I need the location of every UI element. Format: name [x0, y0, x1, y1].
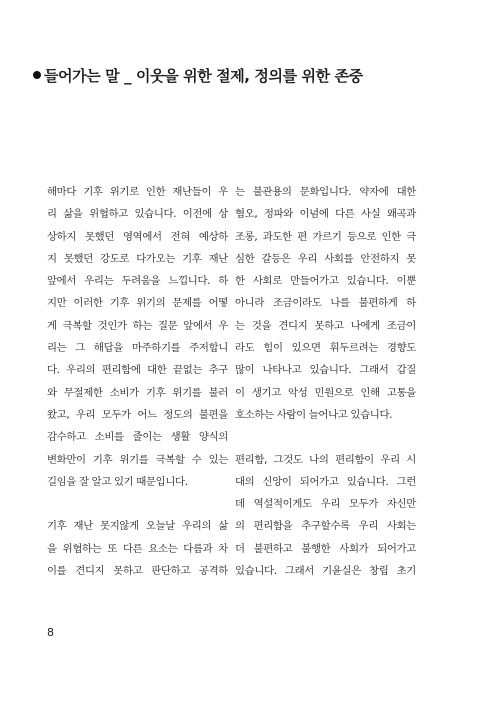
text-line: 한 사회로 만들어가고 있습니다. 이뿐 [235, 275, 416, 288]
text-line: 많이 나타나고 있습니다. 그래서 갑질 [235, 364, 416, 377]
right-column [235, 181, 416, 582]
text-line: 라도 힘이 있으면 휘두르려는 경향도 [235, 342, 416, 355]
text-line: 호소하는 사람이 늘어나고 있습니다. [235, 408, 393, 421]
text-line: 지 못했던 강도로 다가오는 기후 재난 [47, 252, 228, 265]
text-line: 리 삶을 위협하고 있습니다. 이전에 상 [47, 208, 228, 221]
text-line: 앞에서 우리는 두려움을 느낍니다. 하 [47, 275, 228, 288]
text-line: 와 무절제한 소비가 기후 위기를 불러 [47, 386, 228, 399]
text-line: 는 것을 견디지 못하고 나에게 조금이 [235, 319, 416, 332]
text-line: 조롱, 과도한 편 가르기 등으로 인한 극 [235, 230, 416, 243]
paragraph [47, 181, 228, 493]
text-line: 해마다 기후 위기로 인한 재난들이 우 [47, 186, 228, 198]
text-line: 의 편리함을 추구할수록 우리 사회는 [235, 520, 416, 533]
text-line: 다. 우리의 편리함에 대한 끝없는 추구 [47, 364, 228, 377]
text-line: 아니라 조금이라도 나를 불편하게 하 [235, 297, 416, 310]
paragraph [235, 449, 416, 583]
chapter-title: 들어가는 말 _ 이웃을 위한 절제, 정의를 위한 존중 [44, 66, 363, 85]
text-line: 지만 이러한 기후 위기의 문제를 어떻 [47, 297, 228, 310]
paragraph [47, 515, 228, 582]
left-column [47, 181, 228, 582]
text-line: 심한 갈등은 우리 사회를 안전하지 못 [235, 252, 416, 265]
text-line: 데 역설적이게도 우리 모두가 자신만 [235, 498, 416, 511]
text-line: 변화만이 기후 위기를 극복할 수 있는 [47, 453, 228, 466]
text-line: 이 생기고 악성 민원으로 인해 고통을 [235, 386, 416, 399]
text-line: 혐오, 정파와 이념에 다른 사실 왜곡과 [235, 208, 416, 221]
text-line: 이를 견디지 못하고 판단하고 공격하 [47, 565, 228, 578]
text-line: 편리함, 그것도 나의 편리함이 우리 시 [235, 453, 416, 466]
text-line: 기후 재난 못지않게 오늘날 우리의 삶 [47, 520, 228, 533]
text-line: 게 극복할 것인가 하는 질문 앞에서 우 [47, 319, 228, 332]
page-number: 8 [47, 626, 54, 639]
paragraph-gap [235, 426, 416, 448]
text-line: 감수하고 소비를 줄이는 생활 양식의 [47, 431, 228, 444]
text-line: 상하지 못했던 영역에서 전혀 예상하 [47, 230, 228, 243]
text-line: 있습니다. 그래서 기윤실은 창립 초기 [235, 565, 416, 578]
text-line: 대의 신앙이 되어가고 있습니다. 그런 [235, 475, 416, 488]
text-line: 더 불편하고 불행한 사회가 되어가고 [235, 542, 416, 555]
chapter-heading [33, 62, 473, 88]
bullet-icon [33, 71, 41, 79]
text-line: 는 불관용의 문화입니다. 약자에 대한 [235, 186, 416, 198]
text-line: 을 위협하는 또 다른 요소는 다름과 차 [47, 542, 228, 555]
text-line: 왔고, 우리 모두가 어느 정도의 불편을 [47, 408, 228, 421]
paragraph [235, 181, 416, 426]
text-line: 길임을 잘 알고 있기 때문입니다. [47, 475, 188, 488]
paragraph-gap [47, 493, 228, 515]
text-line: 리는 그 해답을 마주하기를 주저합니 [47, 342, 228, 355]
